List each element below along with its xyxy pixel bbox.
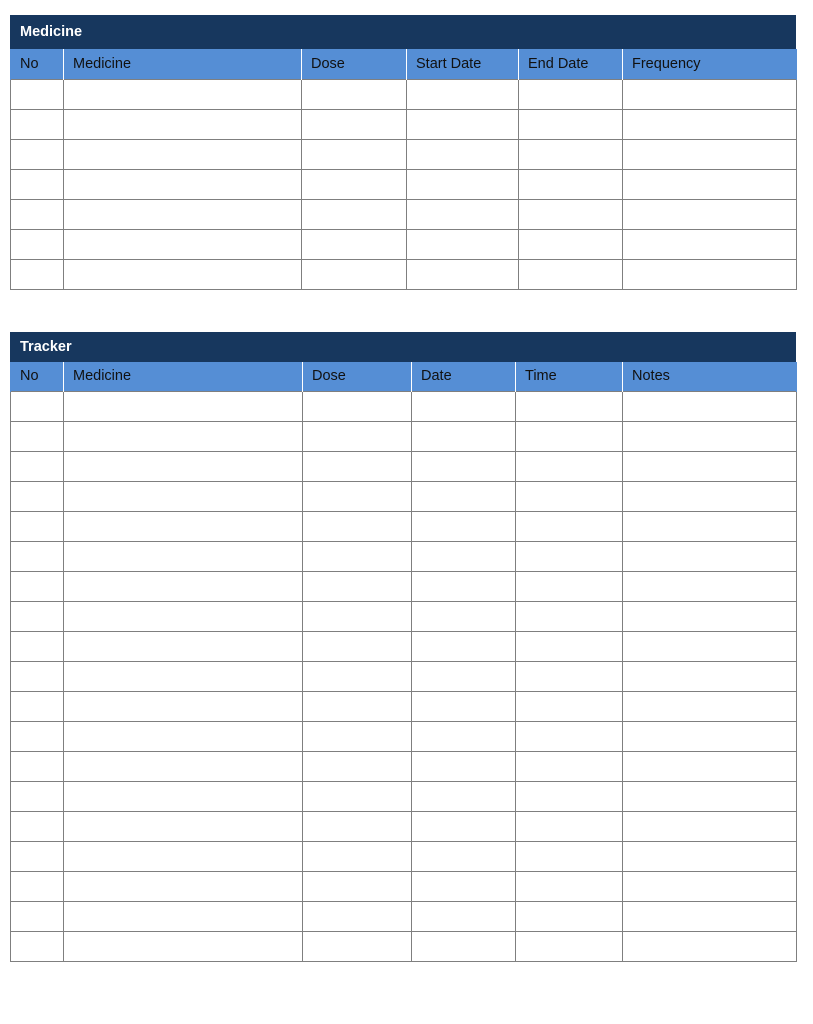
tracker-header-row (11, 362, 797, 391)
tracker-table-row (11, 781, 797, 811)
tracker-table-cell[interactable] (11, 751, 64, 781)
tracker-col-dose: Dose (303, 362, 412, 391)
medicine-table-cell[interactable] (11, 109, 64, 139)
tracker-table-cell[interactable] (412, 601, 516, 631)
tracker-table-cell[interactable] (11, 781, 64, 811)
tracker-table-cell[interactable] (64, 811, 303, 841)
tracker-table-cell[interactable] (303, 811, 412, 841)
tracker-table-cell[interactable] (623, 871, 797, 901)
tracker-table-cell[interactable] (516, 721, 623, 751)
tracker-table-cell[interactable] (303, 751, 412, 781)
medicine-table-cell[interactable] (519, 109, 623, 139)
tracker-table-cell[interactable] (412, 541, 516, 571)
tracker-table-cell[interactable] (11, 691, 64, 721)
tracker-table-row (11, 811, 797, 841)
tracker-table-cell[interactable] (412, 421, 516, 451)
medicine-table-cell[interactable] (302, 169, 407, 199)
tracker-table-cell[interactable] (11, 631, 64, 661)
medicine-table-cell[interactable] (11, 259, 64, 289)
tracker-table-cell[interactable] (516, 901, 623, 931)
tracker-table-row (11, 481, 797, 511)
medicine-title: Medicine (10, 15, 796, 49)
medicine-table-cell[interactable] (407, 259, 519, 289)
medicine-table-cell[interactable] (64, 109, 302, 139)
medicine-table-cell[interactable] (302, 79, 407, 109)
medicine-col-frequency: Frequency (623, 49, 797, 79)
tracker-table-cell[interactable] (516, 571, 623, 601)
tracker-table-cell[interactable] (516, 751, 623, 781)
medicine-header-row (11, 49, 797, 79)
medicine-table-cell[interactable] (623, 109, 797, 139)
medicine-col-end-date: End Date (519, 49, 623, 79)
tracker-table-cell[interactable] (11, 511, 64, 541)
tracker-table-cell[interactable] (516, 781, 623, 811)
tracker-table-cell[interactable] (412, 721, 516, 751)
tracker-table-cell[interactable] (303, 841, 412, 871)
tracker-table-row (11, 571, 797, 601)
tracker-table-cell[interactable] (303, 931, 412, 961)
medicine-table-row (11, 169, 797, 199)
tracker-table-cell[interactable] (516, 481, 623, 511)
tracker-table-body (11, 391, 797, 961)
medicine-table-cell[interactable] (64, 229, 302, 259)
tracker-table-cell[interactable] (11, 481, 64, 511)
tracker-col-medicine: Medicine (64, 362, 303, 391)
medicine-table-cell[interactable] (407, 169, 519, 199)
medicine-table-cell[interactable] (519, 139, 623, 169)
medicine-table-cell[interactable] (407, 79, 519, 109)
tracker-title: Tracker (10, 332, 796, 362)
tracker-table-cell[interactable] (11, 391, 64, 421)
tracker-table-cell[interactable] (11, 541, 64, 571)
tracker-table-cell[interactable] (303, 451, 412, 481)
tracker-table-row (11, 841, 797, 871)
tracker-table-cell[interactable] (412, 631, 516, 661)
tracker-table-cell[interactable] (64, 871, 303, 901)
tracker-table-row (11, 451, 797, 481)
tracker-table-cell[interactable] (516, 601, 623, 631)
tracker-table-cell[interactable] (623, 721, 797, 751)
tracker-table-cell[interactable] (412, 901, 516, 931)
medicine-table-cell[interactable] (11, 139, 64, 169)
tracker-table-cell[interactable] (303, 541, 412, 571)
tracker-table-row (11, 421, 797, 451)
tracker-table-cell[interactable] (623, 811, 797, 841)
medicine-table-cell[interactable] (519, 169, 623, 199)
tracker-table-cell[interactable] (64, 481, 303, 511)
medicine-table-row (11, 79, 797, 109)
medicine-table-cell[interactable] (519, 229, 623, 259)
medicine-table-cell[interactable] (407, 139, 519, 169)
tracker-table-cell[interactable] (412, 511, 516, 541)
tracker-table-cell[interactable] (64, 931, 303, 961)
tracker-section (10, 332, 796, 962)
tracker-table-cell[interactable] (64, 631, 303, 661)
tracker-table-cell[interactable] (11, 451, 64, 481)
tracker-table-cell[interactable] (623, 931, 797, 961)
tracker-table-cell[interactable] (303, 871, 412, 901)
medicine-table-cell[interactable] (623, 229, 797, 259)
tracker-table-cell[interactable] (516, 841, 623, 871)
medicine-table-cell[interactable] (64, 199, 302, 229)
tracker-col-no: No (11, 362, 64, 391)
tracker-table-cell[interactable] (623, 661, 797, 691)
tracker-table-cell[interactable] (412, 751, 516, 781)
tracker-table-cell[interactable] (11, 841, 64, 871)
tracker-table-cell[interactable] (64, 751, 303, 781)
tracker-table-cell[interactable] (303, 631, 412, 661)
medicine-table-cell[interactable] (64, 139, 302, 169)
tracker-table-cell[interactable] (303, 781, 412, 811)
tracker-table-cell[interactable] (64, 511, 303, 541)
tracker-table-cell[interactable] (11, 871, 64, 901)
tracker-table-cell[interactable] (11, 721, 64, 751)
medicine-table-row (11, 229, 797, 259)
tracker-table-cell[interactable] (412, 871, 516, 901)
medicine-table-cell[interactable] (11, 199, 64, 229)
medicine-table-cell[interactable] (64, 169, 302, 199)
tracker-table-cell[interactable] (623, 601, 797, 631)
tracker-table-row (11, 901, 797, 931)
tracker-table-cell[interactable] (303, 661, 412, 691)
tracker-table-cell[interactable] (64, 601, 303, 631)
medicine-table-cell[interactable] (407, 199, 519, 229)
tracker-table-cell[interactable] (303, 691, 412, 721)
medicine-col-medicine: Medicine (64, 49, 302, 79)
tracker-table-cell[interactable] (11, 571, 64, 601)
tracker-table-cell[interactable] (516, 631, 623, 661)
tracker-table-cell[interactable] (623, 391, 797, 421)
tracker-table-cell[interactable] (11, 601, 64, 631)
tracker-table-row (11, 541, 797, 571)
tracker-table-cell[interactable] (623, 451, 797, 481)
tracker-table-cell[interactable] (516, 661, 623, 691)
tracker-table-cell[interactable] (412, 391, 516, 421)
tracker-table-cell[interactable] (412, 781, 516, 811)
tracker-table-row (11, 631, 797, 661)
tracker-table-cell[interactable] (623, 841, 797, 871)
medicine-table-cell[interactable] (64, 259, 302, 289)
medicine-table (10, 49, 797, 290)
tracker-table-row (11, 871, 797, 901)
tracker-table-cell[interactable] (623, 691, 797, 721)
tracker-table-row (11, 661, 797, 691)
tracker-col-time: Time (516, 362, 623, 391)
medicine-table-cell[interactable] (519, 259, 623, 289)
medicine-table-cell[interactable] (623, 169, 797, 199)
tracker-table-cell[interactable] (303, 601, 412, 631)
medicine-section (10, 15, 796, 290)
tracker-table-cell[interactable] (64, 571, 303, 601)
tracker-col-date: Date (412, 362, 516, 391)
tracker-table (10, 362, 797, 962)
medicine-table-cell[interactable] (302, 259, 407, 289)
tracker-table-cell[interactable] (623, 751, 797, 781)
tracker-table-cell[interactable] (303, 511, 412, 541)
tracker-table-cell[interactable] (516, 811, 623, 841)
medicine-table-row (11, 259, 797, 289)
tracker-table-cell[interactable] (64, 691, 303, 721)
tracker-table-cell[interactable] (516, 871, 623, 901)
tracker-table-cell[interactable] (11, 421, 64, 451)
medicine-table-cell[interactable] (519, 199, 623, 229)
tracker-table-row (11, 691, 797, 721)
tracker-table-cell[interactable] (303, 481, 412, 511)
tracker-table-cell[interactable] (516, 691, 623, 721)
tracker-table-cell[interactable] (623, 541, 797, 571)
tracker-table-cell[interactable] (11, 661, 64, 691)
tracker-table-row (11, 601, 797, 631)
tracker-table-cell[interactable] (623, 901, 797, 931)
medicine-table-cell[interactable] (302, 109, 407, 139)
tracker-table-cell[interactable] (623, 481, 797, 511)
tracker-table-cell[interactable] (64, 721, 303, 751)
tracker-table-row (11, 511, 797, 541)
tracker-table-row (11, 391, 797, 421)
medicine-table-cell[interactable] (623, 199, 797, 229)
medicine-table-cell[interactable] (64, 79, 302, 109)
tracker-table-cell[interactable] (623, 511, 797, 541)
medicine-table-cell[interactable] (407, 109, 519, 139)
tracker-table-cell[interactable] (64, 841, 303, 871)
tracker-table-cell[interactable] (412, 451, 516, 481)
medicine-col-start-date: Start Date (407, 49, 519, 79)
tracker-table-cell[interactable] (303, 571, 412, 601)
tracker-table-cell[interactable] (623, 781, 797, 811)
tracker-table-cell[interactable] (412, 571, 516, 601)
medicine-table-cell[interactable] (623, 259, 797, 289)
tracker-table-cell[interactable] (11, 901, 64, 931)
tracker-table-cell[interactable] (623, 421, 797, 451)
tracker-table-cell[interactable] (516, 451, 623, 481)
tracker-table-cell[interactable] (623, 631, 797, 661)
medicine-table-cell[interactable] (302, 199, 407, 229)
tracker-table-row (11, 751, 797, 781)
tracker-table-cell[interactable] (303, 391, 412, 421)
tracker-table-cell[interactable] (412, 691, 516, 721)
medicine-table-cell[interactable] (407, 229, 519, 259)
tracker-table-cell[interactable] (64, 391, 303, 421)
tracker-table-cell[interactable] (516, 931, 623, 961)
tracker-table-cell[interactable] (412, 481, 516, 511)
tracker-table-row (11, 721, 797, 751)
tracker-table-cell[interactable] (11, 811, 64, 841)
tracker-table-cell[interactable] (623, 571, 797, 601)
tracker-table-cell[interactable] (412, 841, 516, 871)
medicine-col-dose: Dose (302, 49, 407, 79)
medicine-table-row (11, 139, 797, 169)
tracker-table-cell[interactable] (64, 421, 303, 451)
medicine-table-cell[interactable] (302, 229, 407, 259)
medicine-table-cell[interactable] (11, 229, 64, 259)
tracker-col-notes: Notes (623, 362, 797, 391)
medicine-table-cell[interactable] (519, 79, 623, 109)
tracker-table-cell[interactable] (516, 391, 623, 421)
tracker-table-cell[interactable] (412, 931, 516, 961)
tracker-table-cell[interactable] (303, 901, 412, 931)
medicine-table-cell[interactable] (623, 79, 797, 109)
tracker-table-cell[interactable] (412, 661, 516, 691)
medicine-table-body (11, 79, 797, 289)
tracker-table-cell[interactable] (516, 511, 623, 541)
tracker-table-cell[interactable] (303, 421, 412, 451)
medicine-table-cell[interactable] (11, 169, 64, 199)
tracker-table-cell[interactable] (516, 421, 623, 451)
tracker-table-cell[interactable] (516, 541, 623, 571)
tracker-table-cell[interactable] (412, 811, 516, 841)
tracker-table-cell[interactable] (64, 661, 303, 691)
tracker-table-cell[interactable] (64, 541, 303, 571)
tracker-table-cell[interactable] (64, 781, 303, 811)
tracker-table-cell[interactable] (64, 901, 303, 931)
medicine-col-no: No (11, 49, 64, 79)
medicine-table-cell[interactable] (302, 139, 407, 169)
medicine-table-cell[interactable] (11, 79, 64, 109)
tracker-table-row (11, 931, 797, 961)
medicine-table-cell[interactable] (623, 139, 797, 169)
medicine-table-row (11, 109, 797, 139)
tracker-table-cell[interactable] (64, 451, 303, 481)
tracker-table-cell[interactable] (303, 721, 412, 751)
medicine-table-row (11, 199, 797, 229)
tracker-table-cell[interactable] (11, 931, 64, 961)
